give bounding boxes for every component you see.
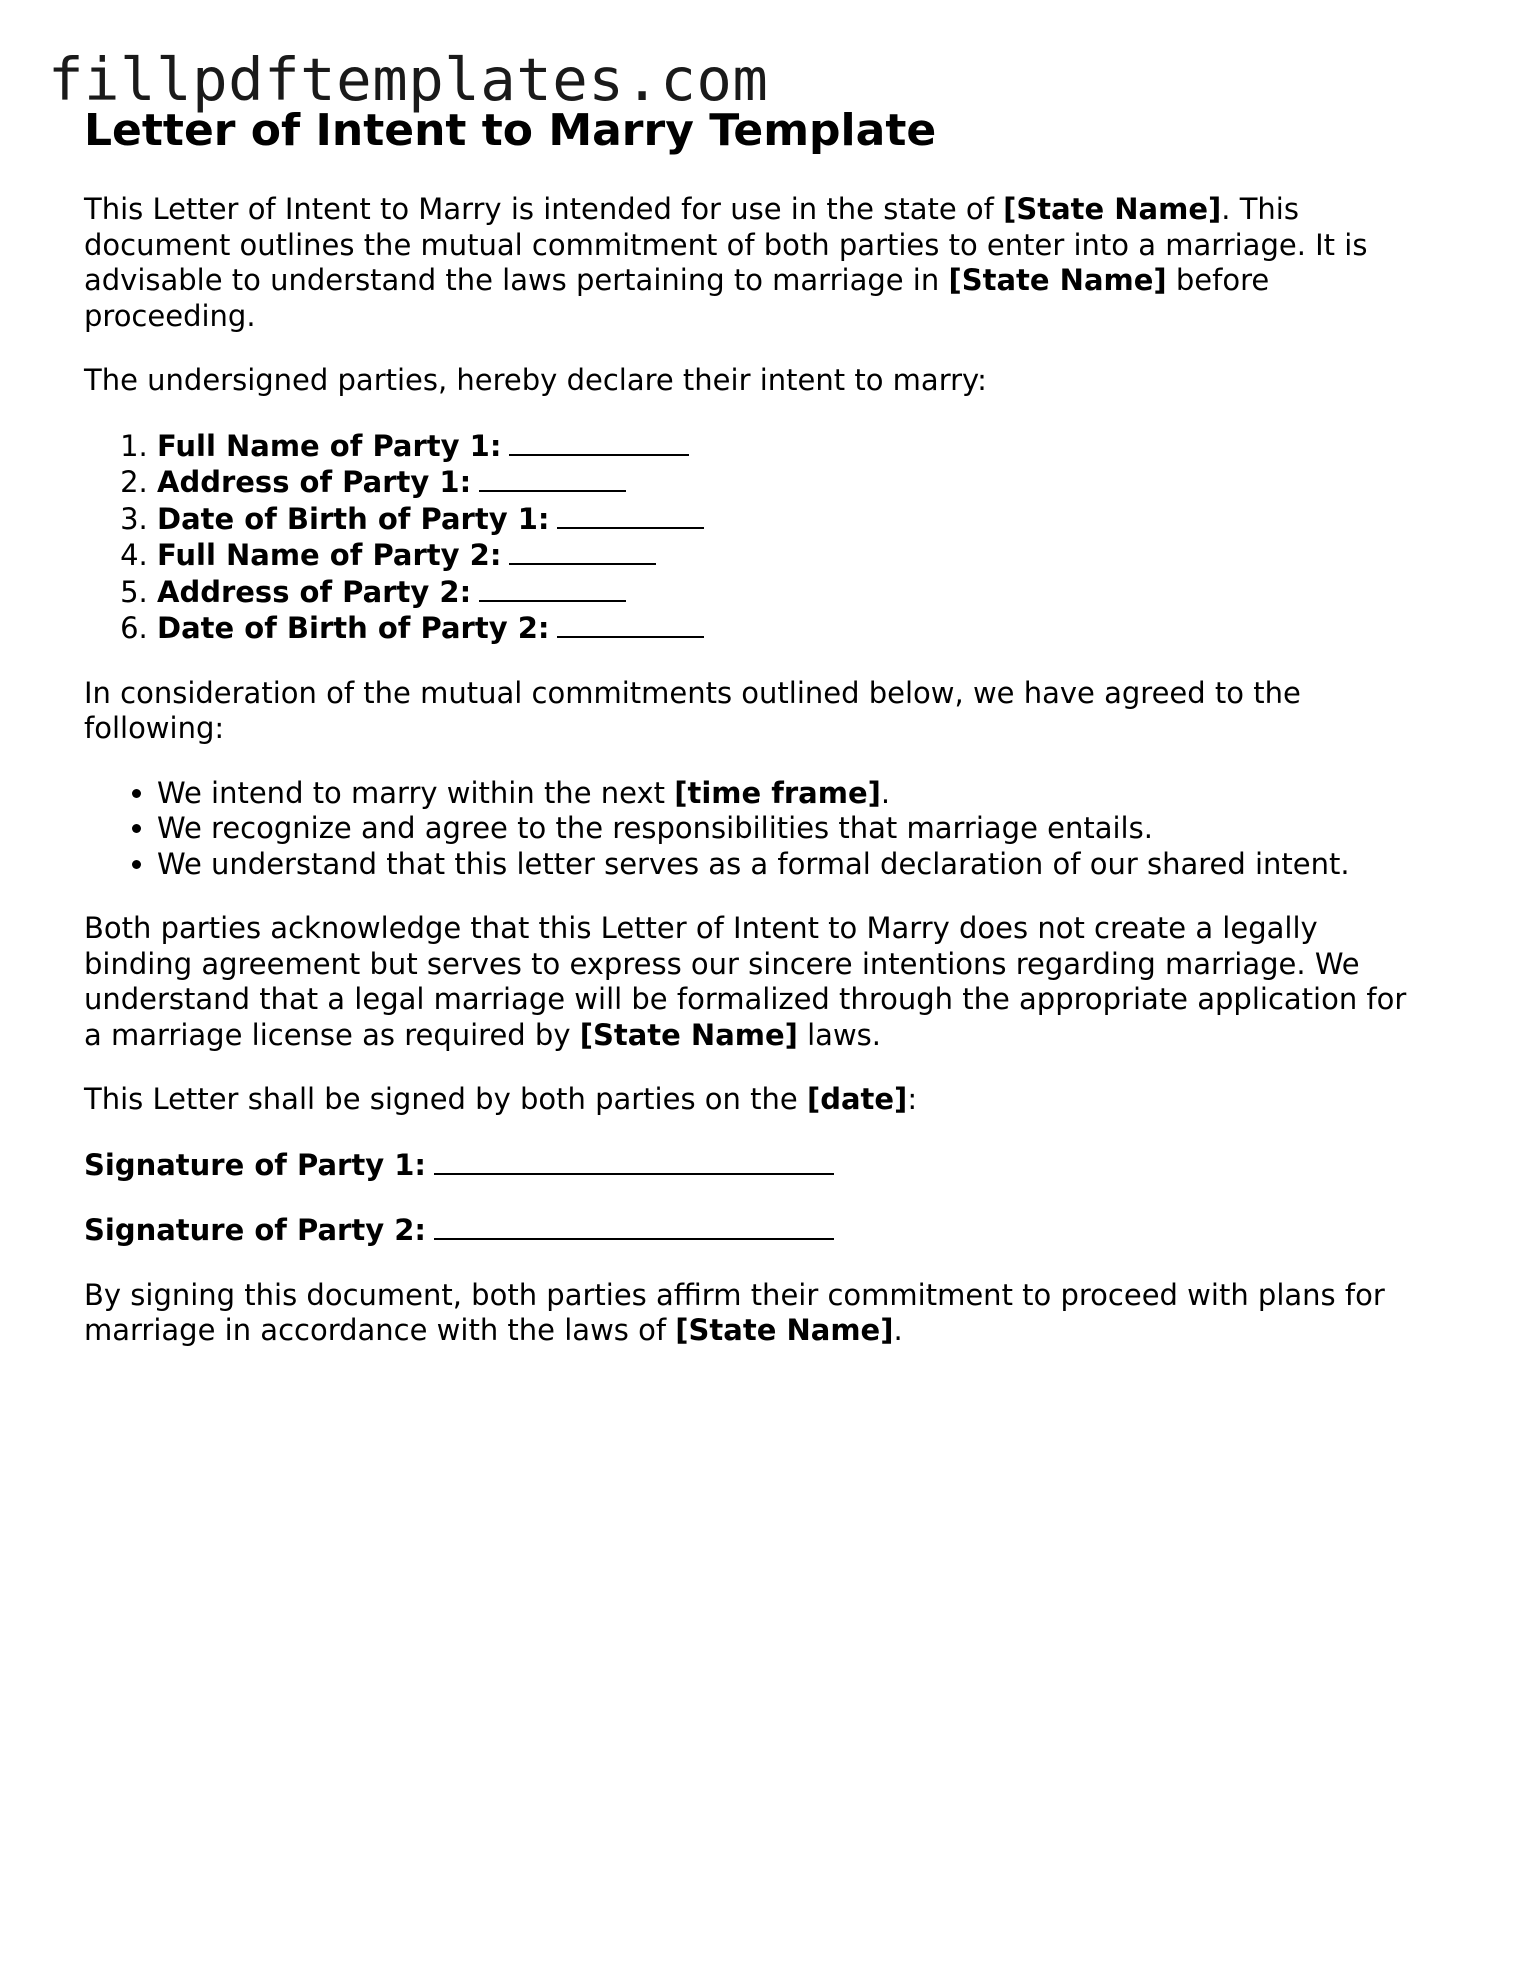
signed-on-text-1: This Letter shall be signed by both parties on the bbox=[84, 1082, 807, 1116]
state-name-placeholder: [State Name] bbox=[1003, 192, 1222, 226]
list-item bbox=[157, 501, 1424, 538]
list-item bbox=[157, 574, 1424, 611]
party1-full-name-blank[interactable] bbox=[509, 428, 689, 456]
intro-text-1: This Letter of Intent to Marry is intended for use in the state of bbox=[84, 192, 1004, 226]
closing-text-2: . bbox=[893, 1313, 903, 1347]
signature-label: Signature of Party 1: bbox=[84, 1147, 426, 1182]
signature-party2-line bbox=[84, 1212, 1424, 1249]
party1-address-blank[interactable] bbox=[479, 464, 626, 492]
document-body bbox=[84, 100, 1424, 1378]
signature-party1-blank[interactable] bbox=[434, 1147, 834, 1175]
party2-address-blank[interactable] bbox=[479, 574, 626, 602]
acknowledge-text-2: laws. bbox=[797, 1017, 881, 1052]
acknowledge-paragraph bbox=[84, 911, 1424, 1053]
declaration-paragraph: The undersigned parties, hereby declare their intent to marry: bbox=[84, 363, 987, 397]
consideration-paragraph: In consideration of the mutual commitments outlined below, we have agreed to the following: bbox=[84, 675, 1301, 745]
commitment-text: We intend to marry within the next bbox=[157, 775, 675, 810]
closing-text-1: By signing this document, both parties affirm their commitment to proceed with plans for marriage in accordance with the laws of bbox=[84, 1277, 1385, 1347]
signature-label: Signature of Party 2: bbox=[84, 1213, 426, 1247]
intro-paragraph bbox=[84, 192, 1424, 334]
signature-party2-blank[interactable] bbox=[434, 1212, 834, 1240]
date-placeholder: [date] bbox=[806, 1082, 908, 1116]
list-item: • We understand that this letter serves as a formal declaration of our shared intent. bbox=[157, 847, 1424, 883]
party2-dob-blank[interactable] bbox=[557, 610, 704, 638]
field-label: Full Name of Party 2: bbox=[157, 538, 502, 572]
list-item bbox=[157, 464, 1424, 501]
intro-text-2: . This document outlines the mutual commitment of both parties to enter into a marriage. It is advisable to understand the laws pertaining to marriage in bbox=[84, 192, 1368, 297]
time-frame-placeholder: [time frame] bbox=[674, 775, 881, 810]
list-item: • We recognize and agree to the responsibilities that marriage entails. bbox=[157, 811, 1424, 847]
commitments-list bbox=[84, 776, 1424, 883]
field-label: Full Name of Party 1: bbox=[157, 428, 502, 463]
intro-text-3: before proceeding. bbox=[84, 263, 1270, 333]
acknowledge-text-1: Both parties acknowledge that this Letter of Intent to Marry does not create a legally binding agreement but serves to express our sincere intentions regarding marriage. We understand that a legal marriage will be formalized through the appropriate application for a marriage license as required by bbox=[84, 911, 1407, 1052]
list-item bbox=[157, 428, 1424, 465]
commitment-text: . bbox=[880, 775, 891, 810]
list-item bbox=[157, 776, 1424, 812]
field-label: Date of Birth of Party 2: bbox=[157, 611, 550, 645]
site-watermark: fillpdftemplates.com bbox=[48, 45, 769, 114]
list-item bbox=[157, 610, 1424, 647]
signed-on-paragraph bbox=[84, 1082, 1424, 1118]
field-label: Address of Party 2: bbox=[157, 574, 472, 609]
signature-party1-line bbox=[84, 1147, 1424, 1184]
state-name-placeholder: [State Name] bbox=[579, 1017, 798, 1052]
party1-dob-blank[interactable] bbox=[557, 501, 704, 529]
state-name-placeholder: [State Name] bbox=[675, 1313, 894, 1347]
field-label: Date of Birth of Party 1: bbox=[157, 501, 550, 536]
document-title: Letter of Intent to Marry Template bbox=[84, 105, 937, 156]
party2-full-name-blank[interactable] bbox=[509, 537, 656, 565]
signed-on-text-2: : bbox=[907, 1082, 918, 1116]
state-name-placeholder: [State Name] bbox=[948, 263, 1167, 297]
closing-paragraph bbox=[84, 1278, 1424, 1349]
list-item bbox=[157, 537, 1424, 574]
field-label: Address of Party 1: bbox=[157, 465, 472, 499]
party-fields-list bbox=[84, 428, 1424, 647]
